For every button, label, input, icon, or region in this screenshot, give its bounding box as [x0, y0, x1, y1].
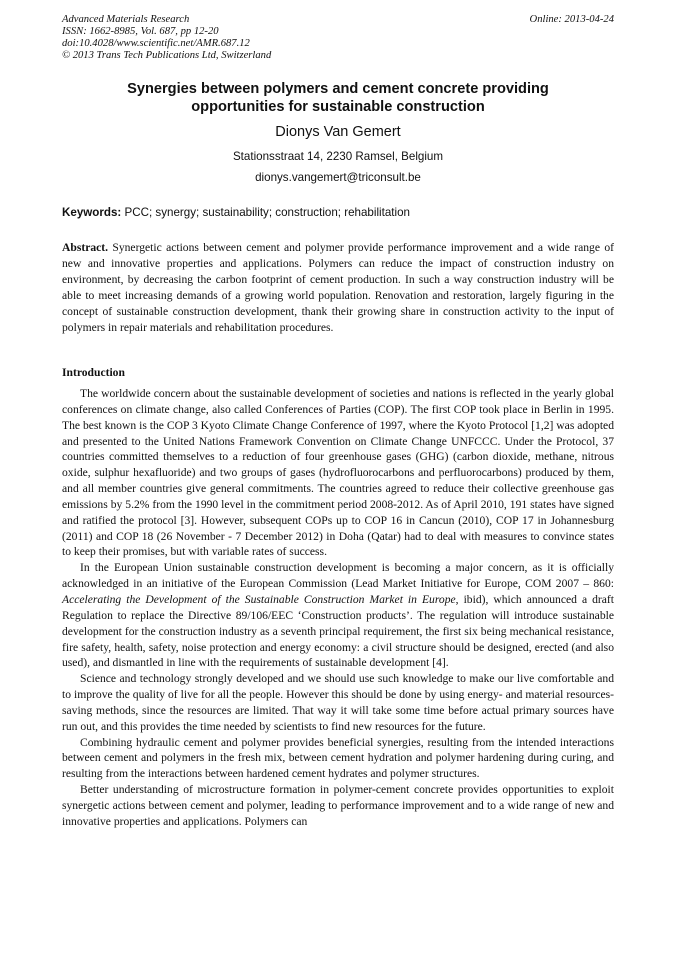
issn-line: ISSN: 1662-8985, Vol. 687, pp 12-20 — [62, 26, 219, 37]
journal-name: Advanced Materials Research — [62, 14, 190, 25]
paper-title — [62, 81, 614, 116]
title-line-2: opportunities for sustainable construction — [191, 98, 485, 115]
abstract-label: Abstract. — [62, 241, 109, 254]
keywords-label: Keywords: — [62, 206, 122, 219]
title-line-1: Synergies between polymers and cement concrete providing — [127, 81, 549, 97]
author-email: dionys.vangemert@triconsult.be — [255, 171, 421, 184]
abstract-text: Synergetic actions between cement and polymer provide performance improvement and a wide range of new and innovative properties and applications. Polymers can reduce the impact of construction industry on environment, by decreasing the carbon footprint of cement production. In such a way construction industry will be able to meet increasing demands of a growing world population. Renovation and restoration, largely figuring in the concept of sustainable construction development, thank their growing share in construction activity to the input of polymers in repair materials and rehabilitation procedures. — [62, 241, 614, 334]
paragraph: Science and technology strongly developed and we should use such knowledge to make our live comfortable and to improve the quality of live for all the people. However this should be done by using energy- and material resources-saving methods, since the resources are limited. That way it will take some time before actual primary sources have run out, and this provides the time needed by scientists to find new resources for the future. — [62, 672, 614, 733]
keywords — [62, 206, 614, 220]
doi-line: doi:10.4028/www.scientific.net/AMR.687.12 — [62, 38, 250, 49]
keywords-list: PCC; synergy; sustainability; construction; rehabilitation — [121, 206, 410, 219]
copyright-line: © 2013 Trans Tech Publications Ltd, Switzerland — [62, 50, 272, 61]
abstract — [62, 240, 614, 335]
paragraph — [62, 560, 614, 671]
journal-header — [62, 14, 271, 62]
author-address: Stationsstraat 14, 2230 Ramsel, Belgium — [232, 150, 444, 163]
paragraph: Combining hydraulic cement and polymer provides beneficial synergies, resulting from the intended interactions between cement and polymers in the fresh mix, between cement hydration and polymer hardening during curing, and resulting from the interactions between hardened cement hydrates and polymer structures. — [62, 735, 614, 781]
section-heading: Introduction — [62, 366, 125, 379]
author-name: Dionys Van Gemert — [275, 124, 401, 140]
section-body — [62, 386, 614, 830]
paragraph-text: , ibid), which announced a draft Regulation to replace the Directive 89/106/EEC ‘Construction products’. The regulation will introduce sustainable development for the construction industry as a seventh principal requirement, the first six being mechanical resistance, fire safety, health, safety, noise protection and energy economy: a civil structure should be designed, erected (and also used), and dismantled in line with the requirements of sustainable development [4]. — [62, 592, 614, 670]
paragraph: Better understanding of microstructure formation in polymer-cement concrete provides opportunities to exploit synergetic actions between cement and polymer, leading to performance improvement and to a wide range of new and innovative properties and applications. Polymers can — [62, 783, 614, 828]
paragraph: The worldwide concern about the sustainable development of societies and nations is reflected in the yearly global conferences on climate change, also called Conferences of Parties (COP). The first COP took place in Berlin in 1995. The best known is the COP 3 Kyoto Climate Change Conference of 1997, where the Kyoto Protocol [1,2] was adopted and presented to the United Nations Framework Convention on Climate Change UNFCCC. Under the Protocol, 37 countries committed themselves to a reduction of four greenhouse gases (GHG) (carbon dioxide, methane, nitrous oxide, sulphur hexafluoride) and two groups of gases (hydrofluorocarbons and perfluorocarbons) produced by them, and all member countries give general commitments. The countries agreed to reduce their collective greenhouse gas emissions by 5.2% from the 1990 level in the commitment period 2008-2012. As of April 2010, 191 states have signed and ratified the protocol [3]. However, subsequent COPs up to COP 16 in Cancun (2010), COP 17 in Johannesburg (2011) and COP 18 (26 November - 7 December 2012) in Doha (Qatar) had to deal with measures to convince states to keep their promises, but with variable rates of success. — [62, 387, 614, 559]
paragraph-italic: Accelerating the Development of the Sustainable Construction Market in Europe — [62, 592, 456, 606]
paragraph-text: In the European Union sustainable construction development is becoming a major concern, as it is officially acknowledged in an initiative of the European Commission (Lead Market Initiative for Europe, COM 2007 – 860: — [62, 561, 614, 591]
online-date: Online: 2013-04-24 — [529, 14, 614, 25]
